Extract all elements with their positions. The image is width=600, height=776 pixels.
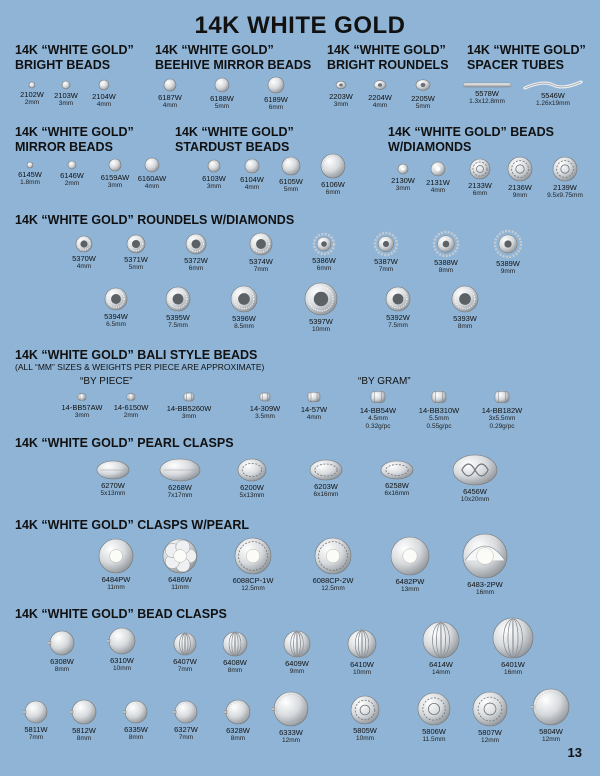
item-size: 6mm bbox=[268, 104, 284, 111]
product-item bbox=[259, 690, 323, 745]
bali-bead-image bbox=[470, 388, 534, 406]
product-item bbox=[203, 630, 267, 675]
item-size: 16mm bbox=[503, 669, 523, 676]
item-code: 6414W bbox=[429, 660, 453, 669]
product-item bbox=[90, 626, 154, 673]
item-size: 16mm bbox=[475, 589, 495, 596]
bali-bead-image bbox=[99, 391, 163, 403]
ball-bead-image bbox=[72, 78, 136, 92]
section-heading-line: 14K “WHITE GOLD” BEAD CLASPS bbox=[15, 607, 227, 621]
roundeld-bead-image bbox=[84, 286, 148, 312]
oval-bead-image bbox=[148, 457, 212, 483]
item-code: 5388W bbox=[434, 258, 458, 267]
section-heading-line: SPACER TUBES bbox=[467, 58, 565, 72]
item-size: 4.5mm bbox=[368, 415, 388, 422]
item-size: 9.5x9.75mm bbox=[547, 192, 583, 199]
page-number: 13 bbox=[567, 745, 582, 760]
knot-bead-image bbox=[443, 453, 507, 487]
item-size: 5mm bbox=[283, 186, 299, 193]
item-size: 7x17mm bbox=[167, 492, 193, 499]
item-code: 5811W bbox=[24, 725, 48, 734]
item-code: 6187W bbox=[158, 93, 182, 102]
item-code: 6258W bbox=[385, 481, 409, 490]
product-item bbox=[72, 78, 136, 109]
item-size: 7mm bbox=[177, 666, 193, 673]
item-size: 1.8mm bbox=[20, 179, 40, 186]
pearlshell-bead-image bbox=[453, 532, 517, 580]
product-item bbox=[366, 285, 430, 330]
item-size: 5x13mm bbox=[100, 490, 126, 497]
item-size: 13mm bbox=[400, 586, 420, 593]
item-size: 11.5mm bbox=[422, 736, 446, 743]
section-heading-spacer-tubes bbox=[467, 43, 586, 73]
product-item bbox=[414, 230, 478, 275]
item-code: 6456W bbox=[463, 487, 487, 496]
item-code: 6410W bbox=[350, 660, 374, 669]
section-heading-mirror-beads bbox=[15, 125, 134, 155]
item-size: 12mm bbox=[541, 736, 561, 743]
section-heading-line: BEEHIVE MIRROR BEADS bbox=[155, 58, 312, 72]
item-code: 6310W bbox=[110, 656, 134, 665]
item-size: 12mm bbox=[281, 737, 301, 744]
item-code: 2139W bbox=[553, 183, 577, 192]
item-size: 11mm bbox=[107, 584, 125, 591]
item-size: 1.26x19mm bbox=[536, 100, 570, 107]
section-heading-bright-roundels bbox=[327, 43, 449, 73]
item-size: 5.5mm bbox=[429, 415, 449, 422]
bali-bead-image bbox=[346, 388, 410, 406]
item-size: 10mm bbox=[355, 735, 375, 742]
item-code: 6401W bbox=[501, 660, 525, 669]
item-size: 14mm bbox=[431, 669, 451, 676]
item-size: 6x16mm bbox=[313, 491, 339, 498]
item-code: 5396W bbox=[232, 314, 256, 323]
item-size: 6x16mm bbox=[384, 490, 410, 497]
item-size: 4mm bbox=[372, 102, 388, 109]
fluted-bead-image bbox=[265, 629, 329, 659]
item-code: 2136W bbox=[508, 183, 532, 192]
product-item bbox=[148, 537, 212, 592]
item-code: 6088CP-2W bbox=[312, 576, 354, 585]
item-code: 6188W bbox=[210, 94, 234, 103]
gear-bead-image bbox=[476, 229, 540, 259]
item-size: 4mm bbox=[144, 183, 160, 190]
item-size: 9mm bbox=[512, 192, 528, 199]
item-size: 3x5.5mm bbox=[488, 415, 516, 422]
product-item bbox=[294, 458, 358, 499]
section-heading-stardust bbox=[175, 125, 294, 155]
product-item bbox=[333, 694, 397, 743]
item-size: 4mm bbox=[96, 101, 112, 108]
ballc-bead-image bbox=[30, 629, 94, 657]
section-heading-beads-diamonds bbox=[388, 125, 554, 155]
product-item bbox=[391, 76, 455, 111]
item-code: 5807W bbox=[478, 728, 502, 737]
item-weight: 0.55g/pc bbox=[426, 423, 452, 430]
product-item bbox=[476, 229, 540, 276]
item-size: 10mm bbox=[112, 665, 132, 672]
fluted-bead-image bbox=[481, 616, 545, 660]
item-code: 6407W bbox=[173, 657, 197, 666]
item-size: 7mm bbox=[253, 266, 269, 273]
roundeld-bead-image bbox=[289, 281, 353, 317]
item-code: 6335W bbox=[124, 725, 148, 734]
item-size: 2mm bbox=[64, 180, 80, 187]
section-heading-line: 14K “WHITE GOLD” BEADS bbox=[388, 125, 554, 139]
dustc-bead-image bbox=[519, 687, 583, 727]
product-item bbox=[433, 284, 497, 331]
product-item bbox=[148, 457, 212, 500]
item-size: 2mm bbox=[24, 99, 40, 106]
item-size: 3mm bbox=[74, 412, 90, 419]
item-code: 5397W bbox=[309, 317, 333, 326]
item-weight: 0.32g/pc bbox=[365, 423, 391, 430]
product-item bbox=[84, 537, 148, 592]
item-code: 6408W bbox=[223, 658, 247, 667]
item-size: 3mm bbox=[181, 413, 197, 420]
bali-bead-image bbox=[407, 388, 471, 406]
gear-bead-image bbox=[354, 231, 418, 257]
bali-bead-image bbox=[157, 390, 221, 404]
item-code: 14-309W bbox=[249, 404, 281, 413]
product-item bbox=[146, 285, 210, 330]
dustc-bead-image bbox=[259, 690, 323, 728]
roundel-bead-image bbox=[391, 76, 455, 94]
product-item bbox=[157, 390, 221, 421]
item-code: 2104W bbox=[92, 92, 116, 101]
item-size: 7.5mm bbox=[168, 322, 188, 329]
item-code: 5372W bbox=[184, 256, 208, 265]
item-code: 6409W bbox=[285, 659, 309, 668]
item-code: 5805W bbox=[353, 726, 377, 735]
product-item bbox=[354, 231, 418, 274]
product-item bbox=[365, 459, 429, 498]
by-piece-label: “BY PIECE” bbox=[80, 376, 133, 387]
item-code: 6482PW bbox=[395, 577, 425, 586]
ballc-bead-image bbox=[90, 626, 154, 656]
item-size: 8mm bbox=[438, 267, 454, 274]
item-size: 6mm bbox=[325, 189, 341, 196]
product-item bbox=[84, 286, 148, 329]
product-item bbox=[402, 691, 466, 744]
filigc-bead-image bbox=[333, 694, 397, 726]
product-item bbox=[220, 457, 284, 500]
item-size: 5mm bbox=[128, 264, 144, 271]
item-size: 7mm bbox=[378, 266, 394, 273]
fluted-bead-image bbox=[330, 628, 394, 660]
item-size: 7mm bbox=[178, 734, 194, 741]
item-code: 6189W bbox=[264, 95, 288, 104]
item-code: 6106W bbox=[321, 180, 345, 189]
product-item bbox=[519, 687, 583, 744]
item-code: 2131W bbox=[426, 178, 450, 187]
tube-bead-image bbox=[455, 81, 519, 89]
product-item bbox=[164, 232, 228, 273]
product-item bbox=[533, 155, 597, 200]
item-code: 5806W bbox=[422, 727, 446, 736]
product-item bbox=[521, 79, 585, 108]
item-size: 12.5mm bbox=[321, 585, 345, 592]
product-item bbox=[470, 388, 534, 431]
item-code: 5578W bbox=[475, 89, 499, 98]
item-size: 7.5mm bbox=[388, 322, 408, 329]
section-heading-line: 14K “WHITE GOLD” bbox=[467, 43, 586, 57]
item-size: 10mm bbox=[352, 669, 372, 676]
item-size: 8mm bbox=[230, 735, 246, 742]
section-heading-line: 14K “WHITE GOLD” bbox=[327, 43, 446, 57]
filigc-bead-image bbox=[402, 691, 466, 727]
filigoval-bead-image bbox=[220, 457, 284, 483]
roundeld-bead-image bbox=[164, 232, 228, 256]
item-size: 8mm bbox=[227, 667, 243, 674]
item-size: 4mm bbox=[76, 263, 92, 270]
by-gram-label: “BY GRAM” bbox=[358, 376, 411, 387]
item-code: 6483-2PW bbox=[467, 580, 503, 589]
filigc-bead-image bbox=[458, 690, 522, 728]
item-code: 5392W bbox=[386, 313, 410, 322]
product-item bbox=[212, 284, 276, 331]
item-size: 10mm bbox=[311, 326, 331, 333]
product-item bbox=[407, 388, 471, 431]
fluted-bead-image bbox=[203, 630, 267, 658]
ball-bead-image bbox=[244, 75, 308, 95]
item-code: 14-BB310W bbox=[418, 406, 460, 415]
item-code: 6104W bbox=[240, 175, 264, 184]
item-code: 5371W bbox=[124, 255, 148, 264]
item-code: 5395W bbox=[166, 313, 190, 322]
product-item bbox=[81, 459, 145, 498]
product-item bbox=[120, 156, 184, 191]
section-heading-line: W/DIAMONDS bbox=[388, 140, 472, 154]
product-item bbox=[221, 536, 285, 593]
product-item bbox=[229, 231, 293, 274]
oval-bead-image bbox=[81, 459, 145, 481]
item-size: 6mm bbox=[472, 190, 488, 197]
section-heading-line: 14K “WHITE GOLD” CLASPS W/PEARL bbox=[15, 518, 250, 532]
wtube-bead-image bbox=[521, 79, 585, 91]
item-size: 4mm bbox=[162, 102, 178, 109]
item-code: 5546W bbox=[541, 91, 565, 100]
item-size: 4mm bbox=[306, 414, 322, 421]
roundeld-bead-image bbox=[229, 231, 293, 257]
section-heading-line: 14K “WHITE GOLD” ROUNDELS W/DIAMONDS bbox=[15, 213, 295, 227]
fluted-bead-image bbox=[409, 620, 473, 660]
item-code: 6486W bbox=[168, 575, 192, 584]
item-size: 8mm bbox=[54, 666, 70, 673]
item-code: 6484PW bbox=[101, 575, 131, 584]
bali-bead-image bbox=[282, 389, 346, 405]
product-item bbox=[292, 232, 356, 273]
item-size: 3mm bbox=[58, 100, 74, 107]
item-code: 2130W bbox=[391, 176, 415, 185]
item-size: 3.5mm bbox=[255, 413, 275, 420]
item-size: 3mm bbox=[333, 101, 349, 108]
item-code: 6145W bbox=[18, 170, 42, 179]
filig-bead-image bbox=[533, 155, 597, 183]
item-code: 6088CP-1W bbox=[232, 576, 274, 585]
item-code: 6328W bbox=[226, 726, 250, 735]
item-size: 1.3x12.8mm bbox=[469, 98, 505, 105]
product-item bbox=[409, 620, 473, 677]
section-heading-pearl-clasps bbox=[15, 436, 234, 451]
item-size: 9mm bbox=[500, 268, 516, 275]
item-code: 6203W bbox=[314, 482, 338, 491]
product-item bbox=[104, 233, 168, 272]
product-item bbox=[282, 389, 346, 422]
pearlfilig-bead-image bbox=[221, 536, 285, 576]
item-size: 4mm bbox=[244, 184, 260, 191]
item-code: 5387W bbox=[374, 257, 398, 266]
product-item bbox=[330, 628, 394, 677]
item-size: 3mm bbox=[107, 182, 123, 189]
item-code: 5389W bbox=[496, 259, 520, 268]
flower-bead-image bbox=[148, 537, 212, 575]
roundeld-bead-image bbox=[146, 285, 210, 313]
roundeld-bead-image bbox=[433, 284, 497, 314]
item-code: 6268W bbox=[168, 483, 192, 492]
filigoval-bead-image bbox=[294, 458, 358, 482]
dust-bead-image bbox=[301, 152, 365, 180]
section-heading-line: 14K “WHITE GOLD” PEARL CLASPS bbox=[15, 436, 234, 450]
item-code: 6105W bbox=[279, 177, 303, 186]
section-heading-clasps-pearl bbox=[15, 518, 249, 533]
section-heading-beehive bbox=[155, 43, 311, 73]
item-size: 8mm bbox=[76, 735, 92, 742]
item-size: 6.5mm bbox=[106, 321, 126, 328]
section-heading-line: 14K “WHITE GOLD” bbox=[15, 43, 134, 57]
gear-bead-image bbox=[414, 230, 478, 258]
section-heading-bali bbox=[15, 348, 257, 363]
product-item bbox=[481, 616, 545, 677]
item-code: 2133W bbox=[468, 181, 492, 190]
product-item bbox=[443, 453, 507, 504]
section-heading-line: 14K “WHITE GOLD” bbox=[155, 43, 274, 57]
item-code: 6333W bbox=[279, 728, 303, 737]
product-item bbox=[301, 536, 365, 593]
section-heading-line: BRIGHT BEADS bbox=[15, 58, 111, 72]
item-code: 5394W bbox=[104, 312, 128, 321]
product-item bbox=[244, 75, 308, 112]
item-size: 12.5mm bbox=[241, 585, 265, 592]
item-code: 5804W bbox=[539, 727, 563, 736]
item-code: 5386W bbox=[312, 256, 336, 265]
item-code: 6103W bbox=[202, 174, 226, 183]
item-code: 6200W bbox=[240, 483, 264, 492]
product-item bbox=[453, 532, 517, 597]
item-code: 14-57W bbox=[300, 405, 328, 414]
product-item bbox=[458, 690, 522, 745]
item-code: 6308W bbox=[50, 657, 74, 666]
item-code: 6327W bbox=[174, 725, 198, 734]
item-size: 5mm bbox=[415, 103, 431, 110]
section-heading-roundels-diamonds bbox=[15, 213, 294, 228]
item-size: 11mm bbox=[171, 584, 189, 591]
item-size: 4mm bbox=[430, 187, 446, 194]
item-size: 5mm bbox=[214, 103, 230, 110]
gear-bead-image bbox=[292, 232, 356, 256]
item-code: 6146W bbox=[60, 171, 84, 180]
item-code: 5393W bbox=[453, 314, 477, 323]
ball-bead-image bbox=[120, 156, 184, 174]
pearl-bead-image bbox=[378, 535, 442, 577]
item-size: 3mm bbox=[206, 183, 222, 190]
item-code: 6160AW bbox=[137, 174, 167, 183]
bali-approximation-note: (ALL “MM” SIZES & WEIGHTS PER PIECE ARE APPROXIMATE) bbox=[15, 362, 265, 372]
item-code: 6270W bbox=[101, 481, 125, 490]
item-code: 5812W bbox=[72, 726, 96, 735]
section-heading-bright-beads bbox=[15, 43, 134, 73]
item-size: 3mm bbox=[395, 185, 411, 192]
pearlfilig-bead-image bbox=[301, 536, 365, 576]
item-code: 14-BB182W bbox=[481, 406, 523, 415]
item-code: 2103W bbox=[54, 91, 78, 100]
roundeld-bead-image bbox=[104, 233, 168, 255]
product-item bbox=[30, 629, 94, 674]
section-heading-line: MIRROR BEADS bbox=[15, 140, 113, 154]
product-item bbox=[301, 152, 365, 197]
item-code: 6159AW bbox=[100, 173, 130, 182]
item-size: 5x13mm bbox=[239, 492, 265, 499]
product-item bbox=[289, 281, 353, 334]
section-heading-line: 14K “WHITE GOLD” bbox=[175, 125, 294, 139]
item-code: 2203W bbox=[329, 92, 353, 101]
item-code: 5370W bbox=[72, 254, 96, 263]
item-code: 14-BB5260W bbox=[166, 404, 212, 413]
item-size: 9mm bbox=[289, 668, 305, 675]
item-size: 8mm bbox=[128, 734, 144, 741]
roundeld-bead-image bbox=[366, 285, 430, 313]
item-size: 2mm bbox=[123, 412, 139, 419]
product-item bbox=[265, 629, 329, 676]
item-size: 6mm bbox=[188, 265, 204, 272]
product-item bbox=[455, 81, 519, 106]
item-code: 2102W bbox=[20, 90, 44, 99]
section-heading-line: STARDUST BEADS bbox=[175, 140, 290, 154]
item-code: 14-6150W bbox=[113, 403, 149, 412]
item-code: 2204W bbox=[368, 93, 392, 102]
roundeld-bead-image bbox=[212, 284, 276, 314]
item-weight: 0.29g/pc bbox=[489, 423, 515, 430]
product-item bbox=[99, 391, 163, 420]
item-code: 14-BB54W bbox=[359, 406, 397, 415]
section-heading-line: BRIGHT ROUNDELS bbox=[327, 58, 449, 72]
item-size: 8.5mm bbox=[234, 323, 254, 330]
section-heading-bead-clasps bbox=[15, 607, 227, 622]
section-heading-line: 14K “WHITE GOLD” bbox=[15, 125, 134, 139]
page-title: 14K WHITE GOLD bbox=[194, 12, 406, 39]
item-size: 12mm bbox=[480, 737, 500, 744]
pearl-bead-image bbox=[84, 537, 148, 575]
item-size: 6mm bbox=[316, 265, 332, 272]
product-item bbox=[378, 535, 442, 594]
filigoval-bead-image bbox=[365, 459, 429, 481]
item-code: 2205W bbox=[411, 94, 435, 103]
product-item bbox=[346, 388, 410, 431]
item-size: 10x20mm bbox=[460, 496, 490, 503]
item-size: 7mm bbox=[28, 734, 44, 741]
item-code: 14-BB57AW bbox=[61, 403, 103, 412]
item-size: 8mm bbox=[457, 323, 473, 330]
item-code: 5374W bbox=[249, 257, 273, 266]
section-heading-line: 14K “WHITE GOLD” BALI STYLE BEADS bbox=[15, 348, 258, 362]
